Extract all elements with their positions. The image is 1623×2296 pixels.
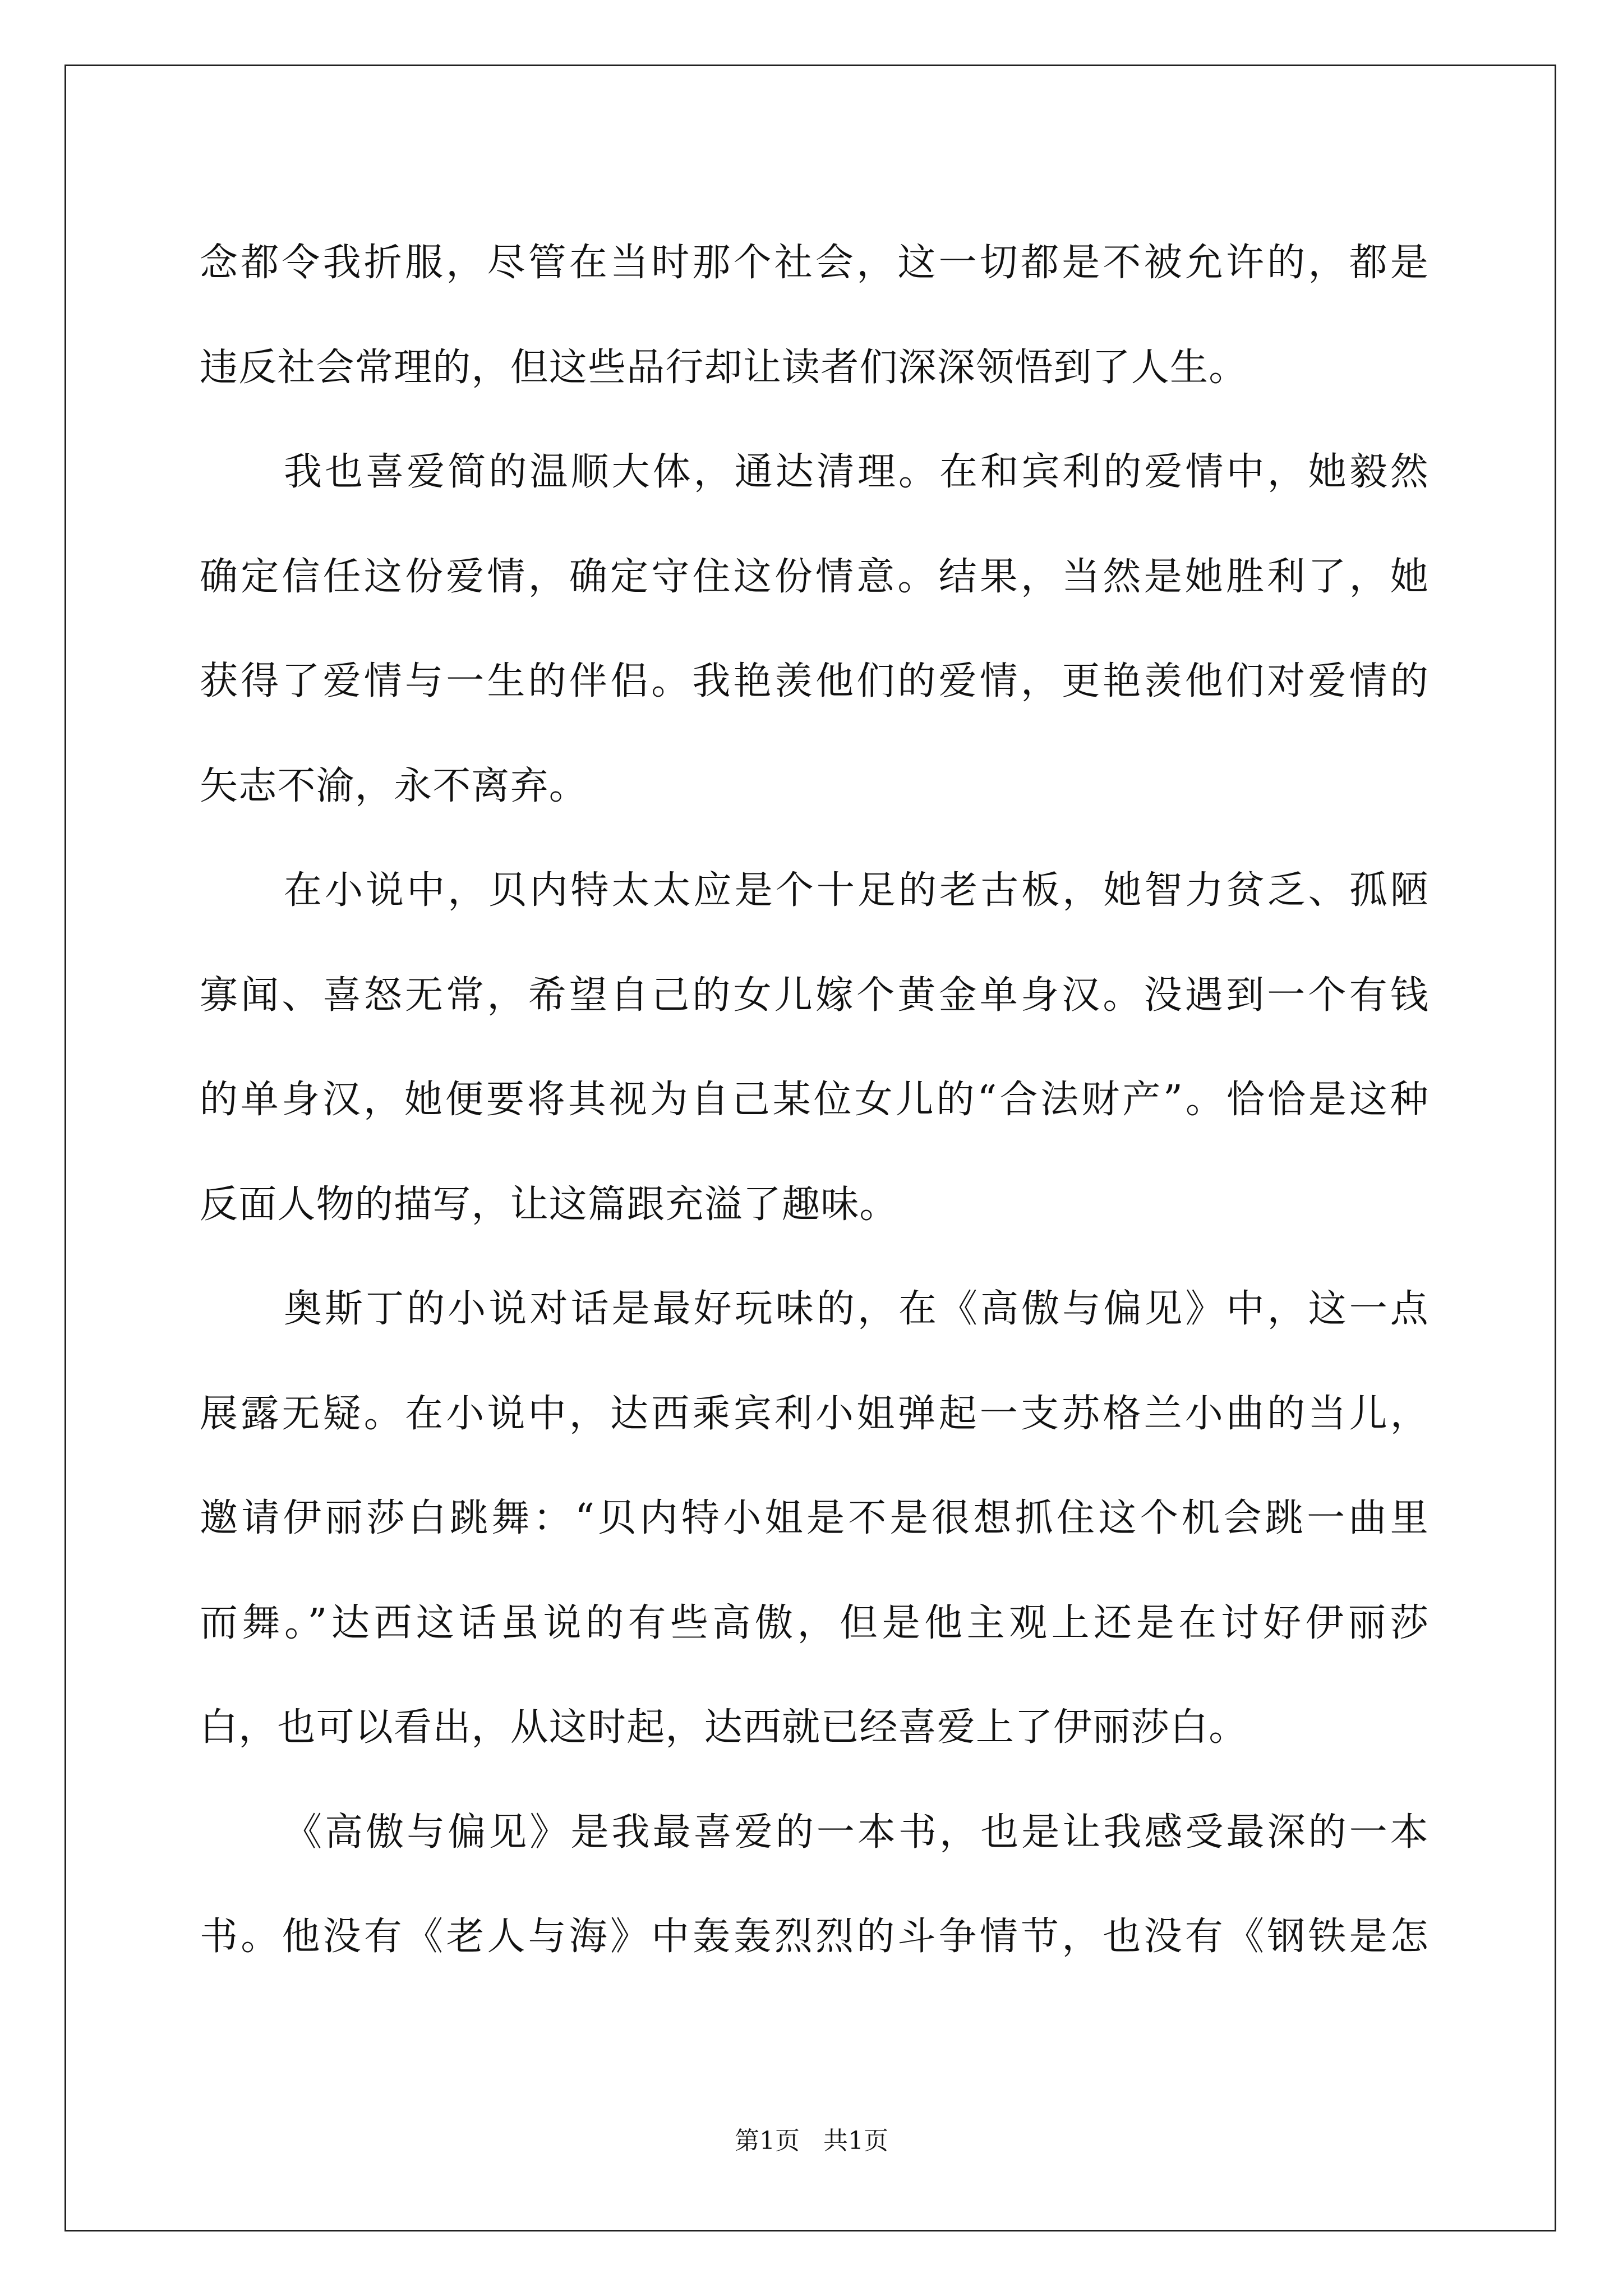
document-body xyxy=(200,211,1429,1990)
text-line-9: 的单身汉，她便要将其视为自己某位女儿的“合法财产”。恰恰是这种 xyxy=(200,1078,1429,1122)
text-line-14: 而舞。”达西这话虽说的有些高傲，但是他主观上还是在讨好伊丽莎 xyxy=(200,1600,1429,1645)
text-line-17: 书。他没有《老人与海》中轰轰烈烈的斗争情节，也没有《钢铁是怎 xyxy=(200,1915,1429,1959)
text-line-12: 展露无疑。在小说中，达西乘宾利小姐弹起一支苏格兰小曲的当儿， xyxy=(200,1391,1429,1436)
text-line-7: 在小说中，贝内特太太应是个十足的老古板，她智力贫乏、孤陋 xyxy=(284,868,1429,913)
text-line-16: 《高傲与偏见》是我最喜爱的一本书，也是让我感受最深的一本 xyxy=(284,1810,1429,1855)
text-line-1: 念都令我折服，尽管在当时那个社会，这一切都是不被允许的，都是 xyxy=(200,241,1429,285)
text-line-8: 寡闻、喜怒无常，希望自己的女儿嫁个黄金单身汉。没遇到一个有钱 xyxy=(200,973,1429,1018)
page-number-footer: 第1页 共1页 xyxy=(735,2127,888,2155)
text-line-15: 白，也可以看出，从这时起，达西就已经喜爱上了伊丽莎白。 xyxy=(200,1705,1248,1750)
text-line-10: 反面人物的描写，让这篇跟充溢了趣味。 xyxy=(200,1182,898,1227)
text-line-2: 违反社会常理的，但这些品行却让读者们深深领悟到了人生。 xyxy=(200,345,1248,390)
text-line-5: 获得了爱情与一生的伴侣。我艳羡他们的爱情，更艳羡他们对爱情的 xyxy=(200,659,1429,703)
text-line-3: 我也喜爱简的温顺大体，通达清理。在和宾利的爱情中，她毅然 xyxy=(284,450,1429,494)
text-line-13: 邀请伊丽莎白跳舞：“贝内特小姐是不是很想抓住这个机会跳一曲里 xyxy=(200,1496,1429,1540)
text-line-6: 矢志不渝，永不离弃。 xyxy=(200,763,588,808)
text-line-11: 奥斯丁的小说对话是最好玩味的，在《高傲与偏见》中，这一点 xyxy=(284,1287,1429,1331)
text-line-4: 确定信任这份爱情，确定守住这份情意。结果，当然是她胜利了，她 xyxy=(200,554,1429,599)
